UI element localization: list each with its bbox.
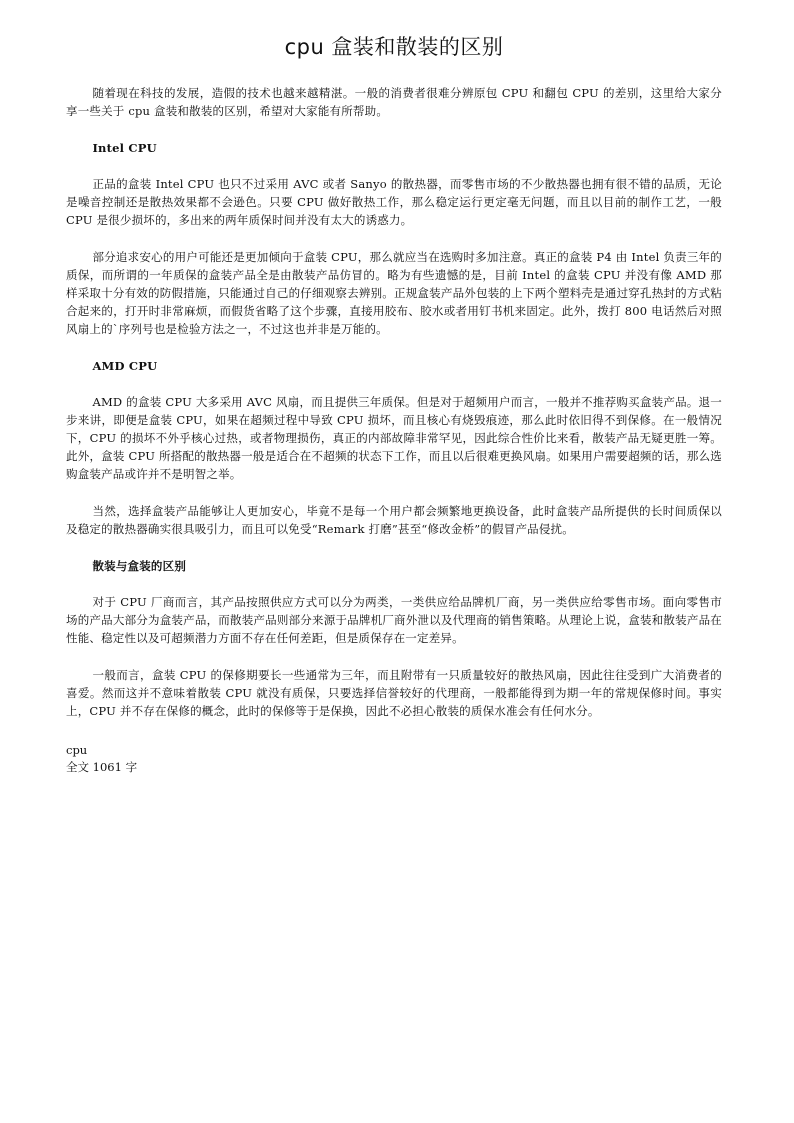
section-intel bbox=[66, 139, 722, 338]
footer-word-count: 全文 1061 字 bbox=[66, 760, 138, 774]
footer-tag: cpu bbox=[66, 743, 88, 757]
document-footer bbox=[66, 742, 722, 776]
bulk-vs-boxed-paragraph-1: 对于 CPU 厂商而言，其产品按照供应方式可以分为两类，一类供应给品牌机厂商，另一类供应给零售市场。面向零售市场的产品大部分为盒装产品，而散装产品则部分来源于品牌机厂商外泄以及代理商的销售策略。从理论上说，盒装和散装产品在性能、稳定性以及可超频潜力方面不存在任何差距，但是质保存在一定差异。 bbox=[66, 595, 722, 645]
page-title: cpu 盒装和散装的区别 bbox=[284, 35, 504, 59]
intel-paragraph-1: 正品的盒装 Intel CPU 也只不过采用 AVC 或者 Sanyo 的散热器，而零售市场的不少散热器也拥有很不错的品质，无论是噪音控制还是散热效果都不会逊色。只要 CPU 做好散热工作，那么稳定运行更定毫无问题，而且以目前的制作工艺，一般 CPU 是很少损坏的，多出来的两年质保时间并没有太大的诱惑力。 bbox=[66, 177, 722, 227]
amd-paragraph-1: AMD 的盒装 CPU 大多采用 AVC 风扇，而且提供三年质保。但是对于超频用户而言，一般并不推荐购买盒装产品。退一步来讲，即便是盒装 CPU，如果在超频过程中导致 CPU 损坏，而且核心有烧毁痕迹，那么此时依旧得不到保修。在一般情况下，CPU 的损坏不外乎核心过热，或者物理损伤，真正的内部故障非常罕见，因此综合性价比来看，散装产品无疑更胜一筹。此外，盒装 CPU 所搭配的散热器一般是适合在不超频的状态下工作，而且以后很难更换风扇。如果用户需要超频的话，那么选购盒装产品或许并不是明智之举。 bbox=[66, 395, 722, 481]
amd-paragraph-2: 当然，选择盒装产品能够让人更加安心，毕竟不是每一个用户都会频繁地更换设备，此时盒装产品所提供的长时间质保以及稳定的散热器确实很具吸引力，而且可以免受“Remark 打磨”甚至“修改金桥”的假冒产品侵扰。 bbox=[66, 504, 722, 536]
section-bulk-vs-boxed bbox=[66, 557, 722, 720]
section-heading-bulk-vs-boxed: 散装与盒装的区别 bbox=[92, 559, 187, 573]
section-amd bbox=[66, 357, 722, 538]
section-heading-intel: Intel CPU bbox=[92, 141, 157, 155]
intro-paragraph: 随着现在科技的发展，造假的技术也越来越精湛。一般的消费者很难分辨原包 CPU 和翻包 CPU 的差别，这里给大家分享一些关于 cpu 盒装和散装的区别，希望对大家能有所帮助。 bbox=[66, 86, 722, 118]
intel-paragraph-2: 部分追求安心的用户可能还是更加倾向于盒装 CPU，那么就应当在选购时多加注意。真正的盒装 P4 由 Intel 负责三年的质保，而所谓的一年质保的盒装产品全是由散装产品仿冒的。略为有些遗憾的是，目前 Intel 的盒装 CPU 并没有像 AMD 那样采取十分有效的防假措施，只能通过自己的仔细观察去辨别。正规盒装产品外包装的上下两个塑料壳是通过穿孔热封的方式粘合起来的，打开时非常麻烦，而假货省略了这个步骤，直接用胶布、胶水或者用钉书机来固定。此外，拨打 800 电话然后对照风扇上的`序列号也是检验方法之一，不过这也并非是万能的。 bbox=[66, 250, 722, 336]
bulk-vs-boxed-paragraph-2: 一般而言，盒装 CPU 的保修期要长一些通常为三年，而且附带有一只质量较好的散热风扇，因此往往受到广大消费者的喜爱。然而这并不意味着散装 CPU 就没有质保，只要选择信誉较好的代理商，一般都能得到为期一年的常规保修时间。事实上，CPU 并不存在保修的概念，此时的保修等于是保换，因此不必担心散装的质保水准会有任何水分。 bbox=[66, 668, 722, 718]
section-heading-amd: AMD CPU bbox=[92, 359, 158, 373]
